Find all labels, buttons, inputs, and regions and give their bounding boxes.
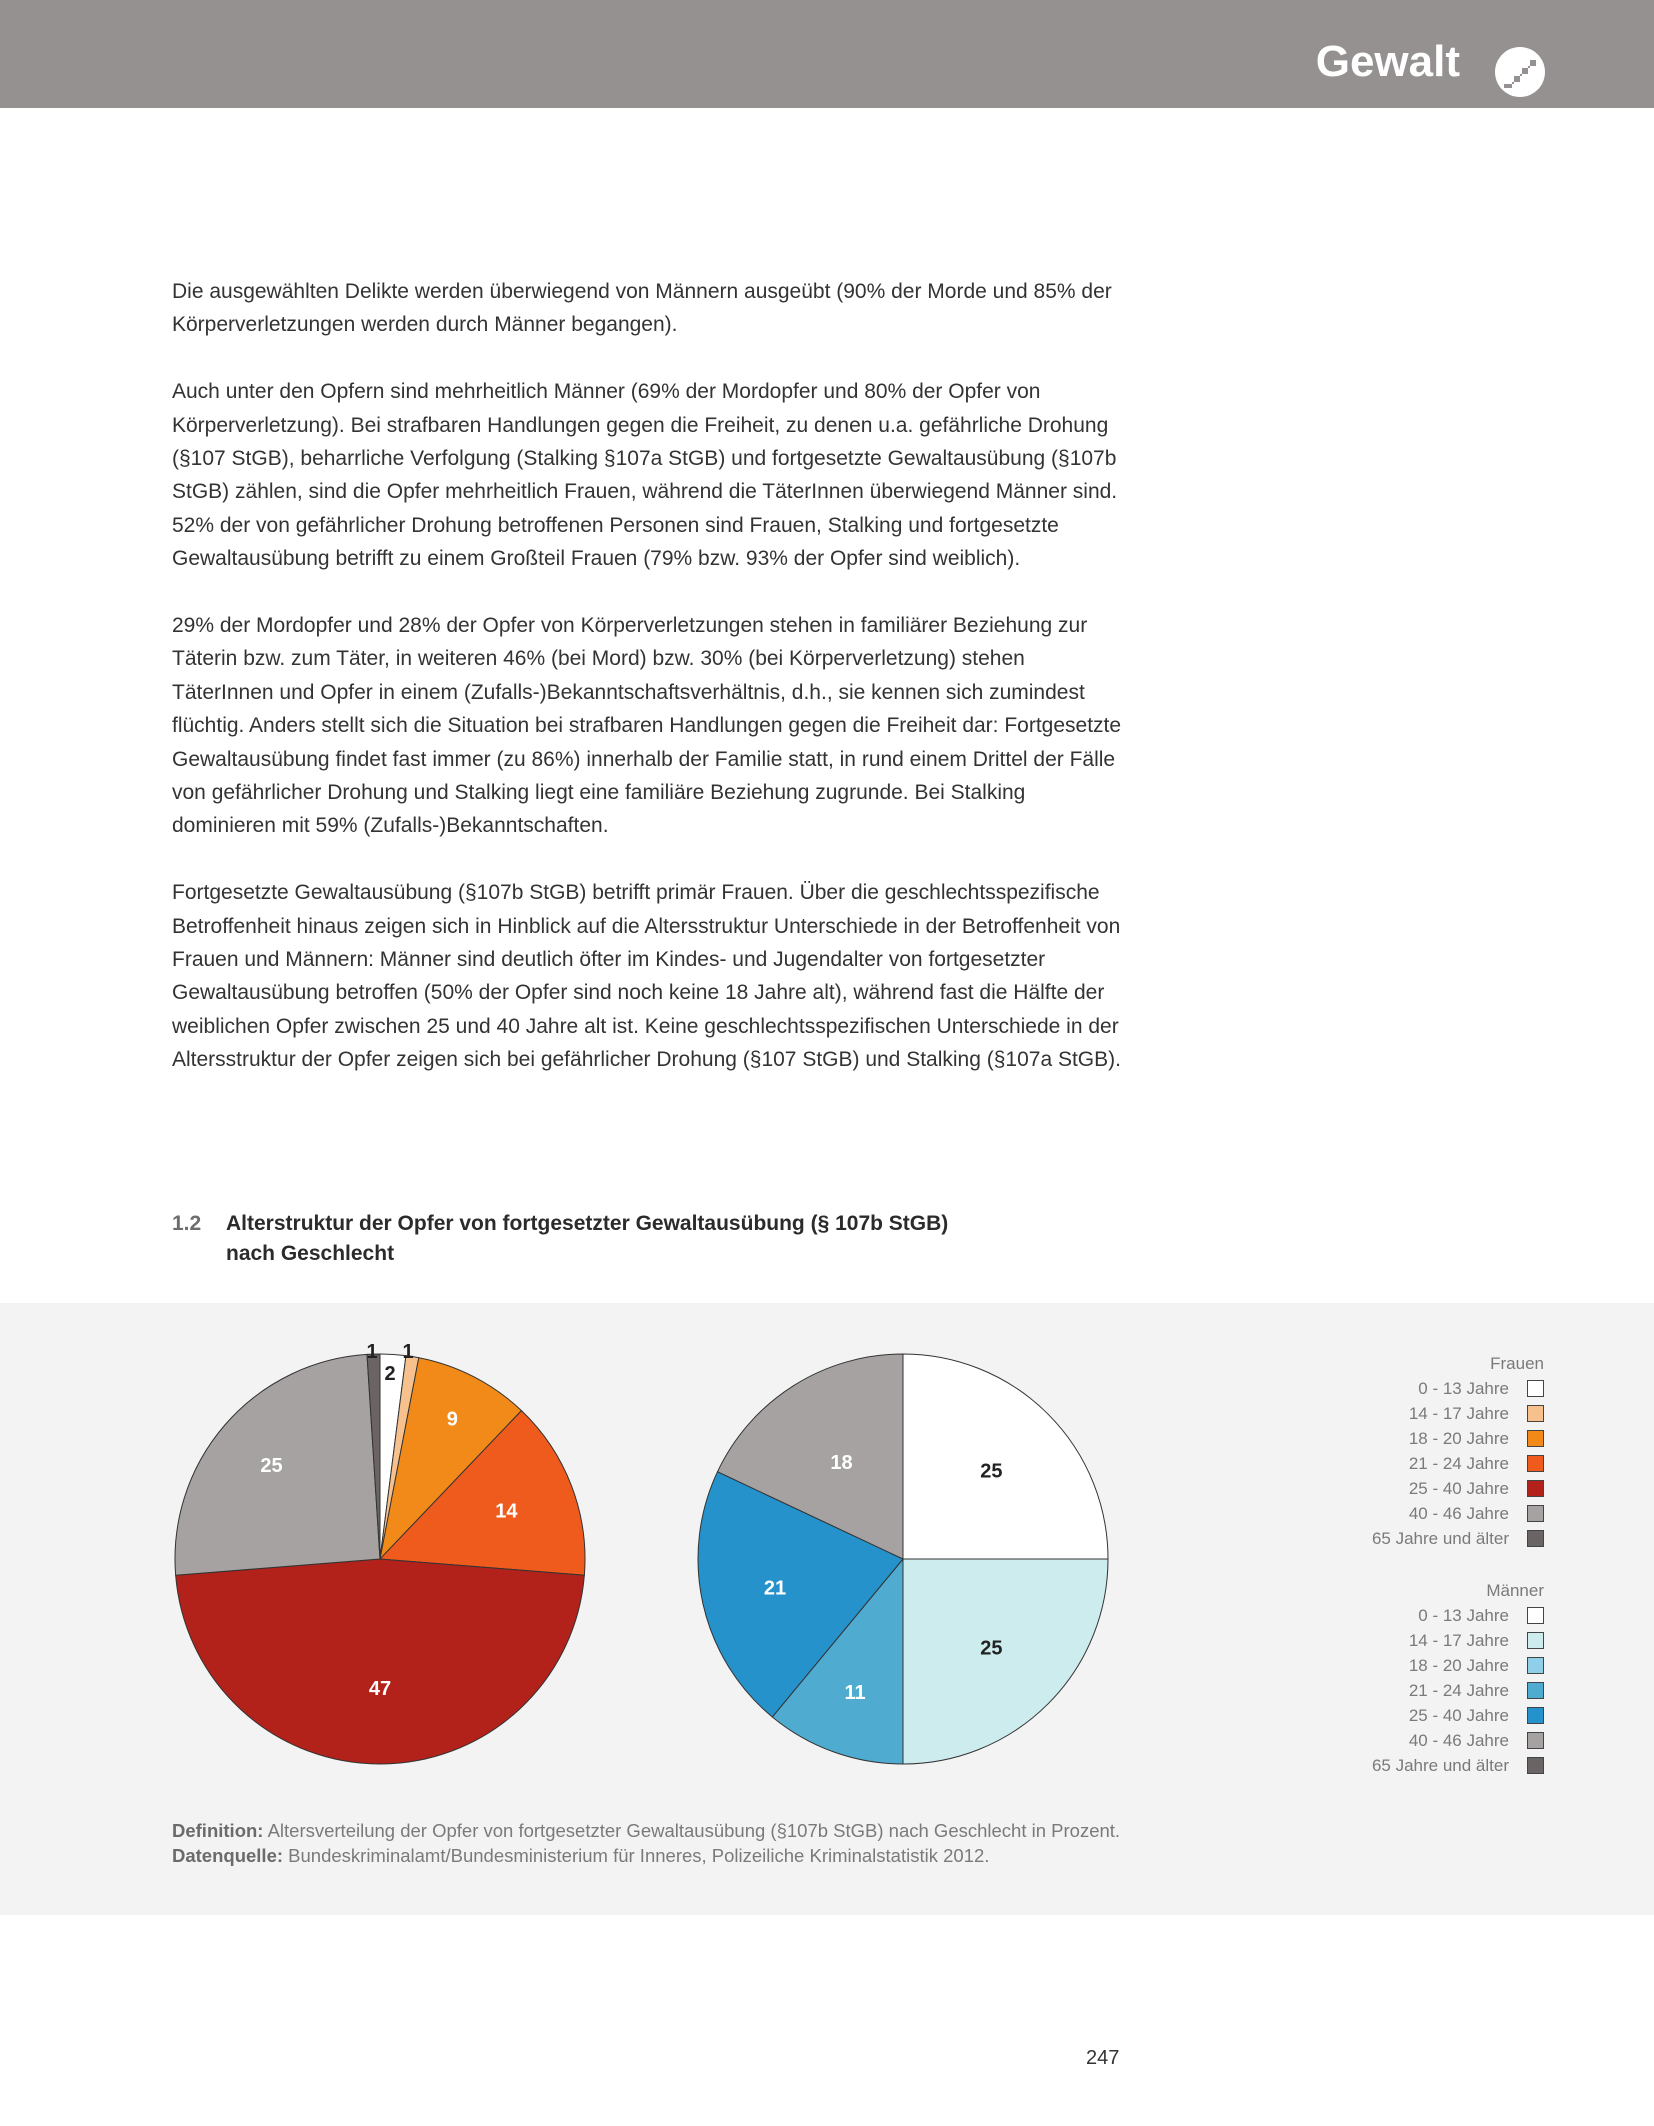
legend-swatch: [1527, 1480, 1544, 1497]
pie-data-label: 21: [763, 1577, 787, 1600]
header-bar: [0, 0, 1654, 108]
legend-group-frauen: [1260, 1376, 1544, 1551]
paragraph: Die ausgewählten Delikte werden überwiegend von Männern ausgeübt (90% der Morde und 85% der Körperverletzungen werden durch Männer begangen).: [172, 280, 1112, 337]
figure-number: 1.2: [172, 1212, 202, 1235]
legend-label: 0 - 13 Jahre: [1418, 1378, 1509, 1398]
legend-swatch: [1527, 1757, 1544, 1774]
pie-data-label: 14: [495, 1500, 518, 1523]
source-text: Bundeskriminalamt/Bundesministerium für Inneres, Polizeiliche Kriminalstatistik 2012.: [283, 1845, 990, 1866]
pie-data-label: 1: [402, 1341, 414, 1363]
legend-item: [1260, 1526, 1544, 1551]
pie-slice-maenner-0: [903, 1354, 1108, 1559]
figure-title: [226, 1209, 1126, 1269]
legend-swatch: [1527, 1707, 1544, 1724]
definition-text: Altersverteilung der Opfer von fortgesetzter Gewaltausübung (§107b StGB) nach Geschlecht in Prozent.: [263, 1820, 1121, 1841]
pie-data-label: 2: [384, 1363, 396, 1385]
figure-title-line: nach Geschlecht: [226, 1242, 395, 1265]
pie-data-label: 25: [980, 1460, 1003, 1483]
legend-item: [1260, 1376, 1544, 1401]
legend-label: 21 - 24 Jahre: [1408, 1680, 1509, 1700]
pie-data-label: 9: [446, 1408, 458, 1431]
legend-item: [1260, 1603, 1544, 1628]
figure-title-line: Alterstruktur der Opfer von fortgesetzter Gewaltausübung (§ 107b StGB): [226, 1212, 949, 1235]
legend-title-maenner: Männer: [1486, 1581, 1544, 1600]
legend-swatch: [1527, 1657, 1544, 1674]
page-number: 247: [1086, 2047, 1120, 2069]
legend-item: [1260, 1678, 1544, 1703]
pie-data-label: 25: [980, 1637, 1003, 1660]
paragraph: Auch unter den Opfern sind mehrheitlich Männer (69% der Mordopfer und 80% der Opfer von Körperverletzung). Bei strafbaren Handlungen gegen die Freiheit, zu denen u.a. gefährliche Drohung (§107 StGB), beharrliche Verfolgung (Stalking §107a StGB) und fortgesetzte Gewaltausübung (§107b StGB) zählen, sind die Opfer mehrheitlich Frauen, während die TäterInnen überwiegend Männer sind. 52% der von gefährlicher Drohung betroffenen Personen sind Frauen, Stalking und fortgesetzte Gewaltausübung betrifft zu einem Großteil Frauen (79% bzw. 93% der Opfer sind weiblich).: [172, 380, 1118, 571]
legend-swatch: [1527, 1732, 1544, 1749]
chart-panel: [0, 1303, 1654, 1915]
legend-label: 14 - 17 Jahre: [1408, 1403, 1509, 1423]
legend-label: 21 - 24 Jahre: [1408, 1453, 1509, 1473]
body-text: [172, 275, 1122, 1110]
legend-group-maenner: [1260, 1603, 1544, 1778]
legend-swatch: [1527, 1405, 1544, 1422]
pie-data-label: 47: [368, 1678, 392, 1701]
pie-data-label: 25: [260, 1455, 283, 1478]
legend-item: [1260, 1753, 1544, 1778]
pie-data-label: 18: [830, 1452, 853, 1475]
legend-label: 25 - 40 Jahre: [1408, 1705, 1509, 1725]
legend-label: 18 - 20 Jahre: [1408, 1655, 1509, 1675]
pie-slice-frauen-4: [176, 1559, 585, 1764]
chart-legend: [1260, 1351, 1544, 1778]
paragraph: Fortgesetzte Gewaltausübung (§107b StGB) betrifft primär Frauen. Über die geschlechtsspezifische Betroffenheit hinaus zeigen sich in Hinblick auf die Altersstruktur Unterschiede in der Betroffenheit von Frauen und Männern: Männer sind deutlich öfter im Kindes- und Jugendalter von fortgesetzter Gewaltausübung betroffen (50% der Opfer sind noch keine 18 Jahre alt), während fast die Hälfte der weiblichen Opfer zwischen 25 und 40 Jahre alt ist. Keine geschlechtsspezifischen Unterschiede in der Altersstruktur der Opfer zeigen sich bei gefährlicher Drohung (§107 StGB) und Stalking (§107a StGB).: [172, 881, 1121, 1072]
pie-slice-maenner-1: [903, 1559, 1108, 1764]
stairs-logo-icon: [1494, 46, 1546, 98]
legend-swatch: [1527, 1505, 1544, 1522]
legend-label: 40 - 46 Jahre: [1408, 1730, 1509, 1750]
chapter-title: Gewalt: [1315, 37, 1460, 86]
definition-label: Definition:: [172, 1820, 264, 1841]
legend-item: [1260, 1653, 1544, 1678]
legend-label: 25 - 40 Jahre: [1408, 1478, 1509, 1498]
legend-item: [1260, 1426, 1544, 1451]
source-note: [172, 1843, 1120, 1868]
legend-swatch: [1527, 1455, 1544, 1472]
definition-note: [172, 1818, 1120, 1843]
legend-swatch: [1527, 1530, 1544, 1547]
legend-item: [1260, 1728, 1544, 1753]
legend-swatch: [1527, 1430, 1544, 1447]
legend-swatch: [1527, 1632, 1544, 1649]
pie-data-label: 11: [844, 1682, 866, 1705]
legend-item: [1260, 1628, 1544, 1653]
legend-title-frauen: Frauen: [1490, 1354, 1544, 1373]
paragraph: 29% der Mordopfer und 28% der Opfer von Körperverletzungen stehen in familiärer Beziehung zur Täterin bzw. zum Täter, in weiteren 46% (bei Mord) bzw. 30% (bei Körperverletzung) stehen TäterInnen und Opfer in einem (Zufalls-)Bekanntschaftsverhältnis, d.h., sie kennen sich zumindest flüchtig. Anders stellt sich die Situation bei strafbaren Handlungen gegen die Freiheit dar: Fortgesetzte Gewaltausübung findet fast immer (zu 86%) innerhalb der Familie statt, in rund einem Drittel der Fälle von gefährlicher Drohung und Stalking liegt eine familiäre Beziehung zugrunde. Bei Stalking dominieren mit 59% (Zufalls-)Bekanntschaften.: [172, 614, 1122, 838]
legend-item: [1260, 1501, 1544, 1526]
source-label: Datenquelle:: [172, 1845, 284, 1866]
legend-label: 0 - 13 Jahre: [1418, 1605, 1509, 1625]
legend-swatch: [1527, 1380, 1544, 1397]
legend-item: [1260, 1703, 1544, 1728]
pie-data-label: 1: [366, 1341, 378, 1363]
legend-label: 65 Jahre und älter: [1371, 1755, 1509, 1775]
legend-item: [1260, 1476, 1544, 1501]
legend-swatch: [1527, 1682, 1544, 1699]
legend-label: 40 - 46 Jahre: [1408, 1503, 1509, 1523]
legend-item: [1260, 1451, 1544, 1476]
figure-notes: [172, 1818, 1120, 1868]
legend-label: 18 - 20 Jahre: [1408, 1428, 1509, 1448]
legend-label: 14 - 17 Jahre: [1408, 1630, 1509, 1650]
legend-swatch: [1527, 1607, 1544, 1624]
legend-item: [1260, 1401, 1544, 1426]
legend-label: 65 Jahre und älter: [1371, 1528, 1509, 1548]
